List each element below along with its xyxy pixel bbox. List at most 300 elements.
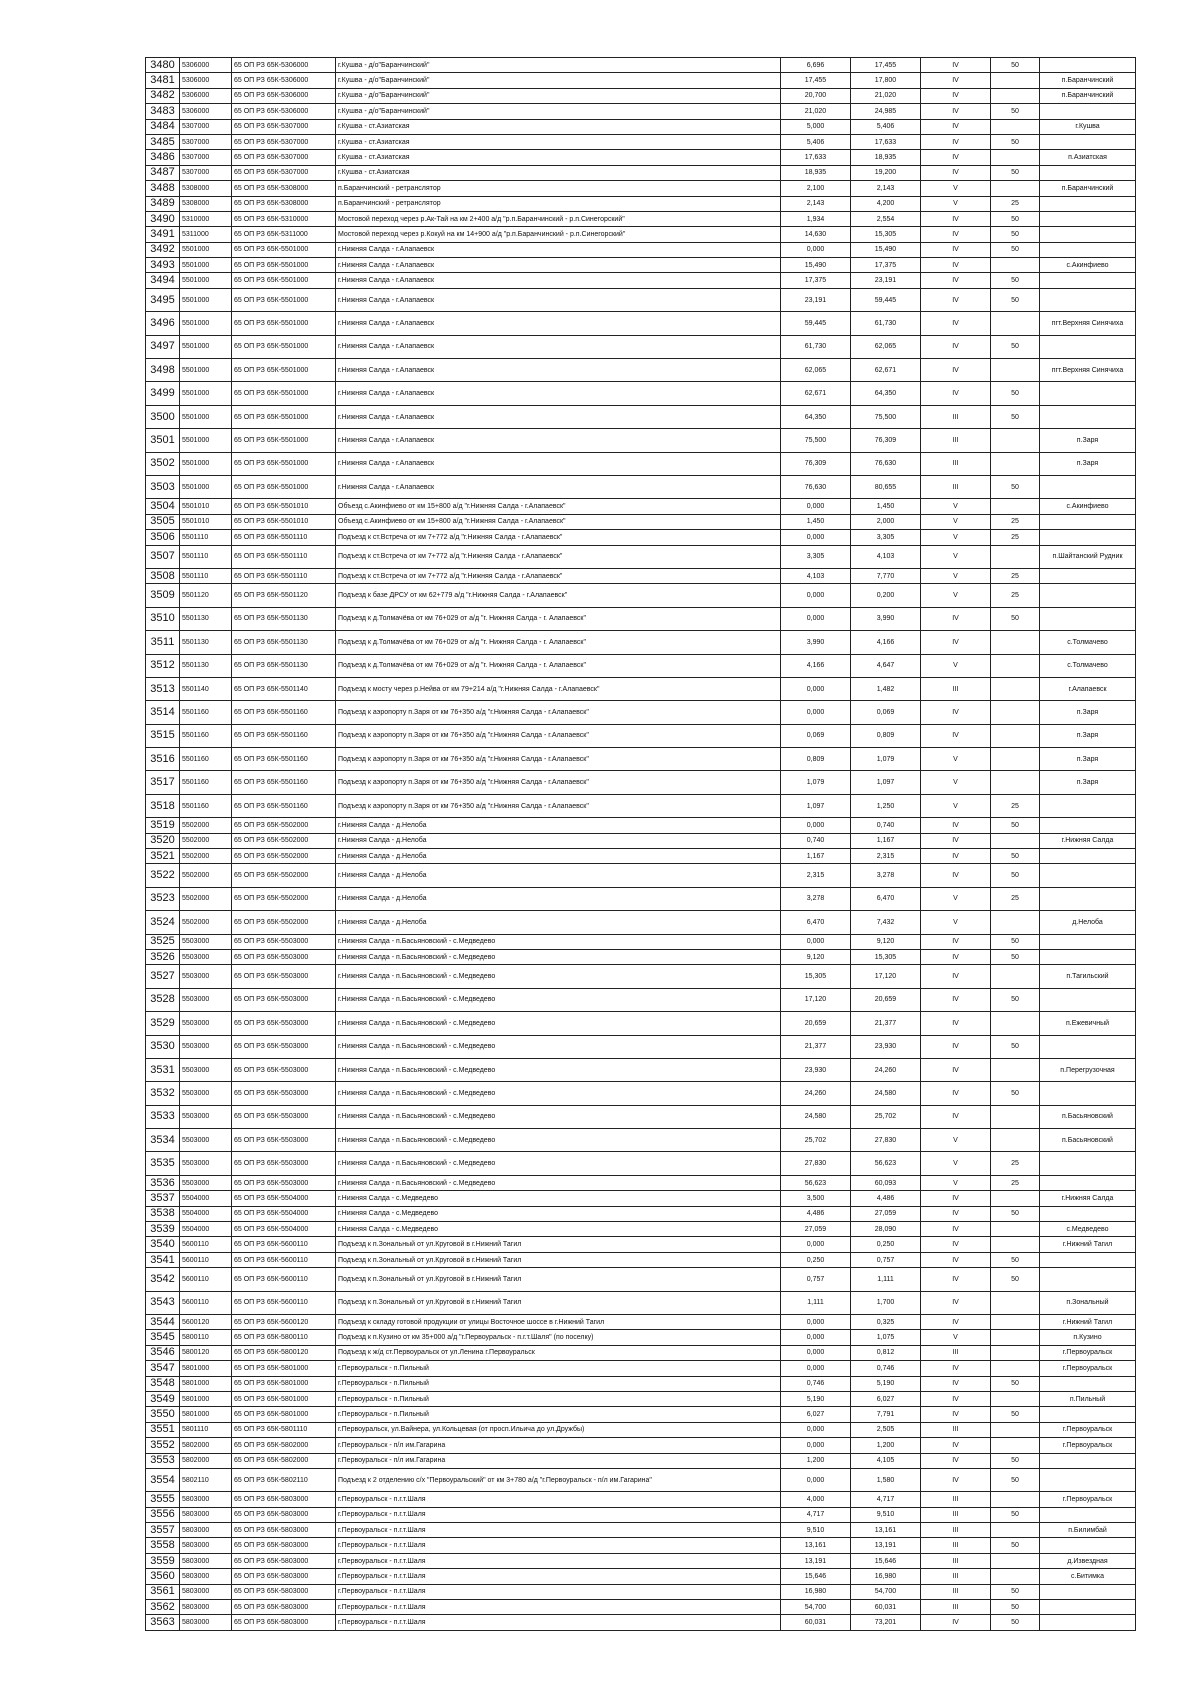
road-name-cell: г.Нижняя Салда - г.Алапаевск [336,452,781,475]
road-name-cell: г.Нижняя Салда - г.Алапаевск [336,273,781,288]
km-end-cell: 1,200 [851,1438,921,1453]
locality-cell: с.Толмачево [1040,631,1136,654]
category-cell: IV [921,165,991,180]
speed-limit-cell: 50 [991,104,1040,119]
row-number-cell: 3542 [146,1268,180,1291]
road-code-cell: 5503000 [180,988,232,1011]
km-end-cell: 17,120 [851,965,921,988]
locality-cell: п.Басьяновский [1040,1105,1136,1128]
road-code-cell: 5501000 [180,382,232,405]
road-code-cell: 5802000 [180,1438,232,1453]
road-code-cell: 5803000 [180,1553,232,1568]
road-id-cell: 65 ОП РЗ 65К-5306000 [232,104,336,119]
row-number-cell: 3517 [146,771,180,794]
table-body [146,58,1136,1631]
km-end-cell: 25,702 [851,1105,921,1128]
km-start-cell: 0,000 [781,530,851,545]
road-name-cell: Подъезд к ст.Встреча от км 7+772 а/д "г.Нижняя Салда - г.Алапаевск" [336,545,781,568]
row-number-cell: 3500 [146,405,180,428]
km-start-cell: 0,000 [781,1438,851,1453]
road-code-cell: 5501000 [180,273,232,288]
speed-limit-cell [991,701,1040,724]
category-cell: IV [921,1035,991,1058]
road-code-cell: 5504000 [180,1222,232,1237]
table-row [146,654,1136,677]
locality-cell: п.Пильный [1040,1391,1136,1406]
row-number-cell: 3503 [146,475,180,498]
speed-limit-cell: 50 [991,58,1040,73]
road-name-cell: Подъезд к базе ДРСУ от км 62+779 а/д "г.Нижняя Салда - г.Алапаевск" [336,584,781,607]
road-name-cell: г.Нижняя Салда - п.Басьяновский - с.Медведево [336,965,781,988]
km-start-cell: 4,717 [781,1507,851,1522]
locality-cell: п.Зональный [1040,1291,1136,1314]
km-start-cell: 0,000 [781,584,851,607]
road-code-cell: 5600110 [180,1237,232,1252]
road-code-cell: 5503000 [180,1012,232,1035]
table-row [146,1012,1136,1035]
row-number-cell: 3555 [146,1492,180,1507]
km-start-cell: 6,696 [781,58,851,73]
table-row [146,530,1136,545]
row-number-cell: 3532 [146,1082,180,1105]
category-cell: V [921,748,991,771]
road-name-cell: г.Первоуральск - п.Пильный [336,1376,781,1391]
speed-limit-cell: 50 [991,1252,1040,1267]
km-end-cell: 19,200 [851,165,921,180]
category-cell: III [921,1584,991,1599]
speed-limit-cell: 50 [991,1407,1040,1422]
row-number-cell: 3493 [146,258,180,273]
road-name-cell: г.Нижняя Салда - с.Медведево [336,1206,781,1221]
row-number-cell: 3509 [146,584,180,607]
km-end-cell: 15,305 [851,227,921,242]
row-number-cell: 3530 [146,1035,180,1058]
speed-limit-cell: 50 [991,1507,1040,1522]
road-code-cell: 5501130 [180,607,232,630]
row-number-cell: 3501 [146,429,180,452]
road-code-cell: 5504000 [180,1206,232,1221]
category-cell: III [921,1523,991,1538]
category-cell: III [921,677,991,700]
km-end-cell: 2,505 [851,1422,921,1437]
speed-limit-cell [991,965,1040,988]
speed-limit-cell: 50 [991,864,1040,887]
km-start-cell: 0,000 [781,701,851,724]
km-end-cell: 2,143 [851,181,921,196]
row-number-cell: 3537 [146,1191,180,1206]
table-row [146,335,1136,358]
row-number-cell: 3544 [146,1315,180,1330]
row-number-cell: 3557 [146,1523,180,1538]
road-name-cell: г.Первоуральск - п.г.т.Шаля [336,1492,781,1507]
road-code-cell: 5802000 [180,1453,232,1468]
category-cell: IV [921,988,991,1011]
locality-cell: г.Алапаевск [1040,677,1136,700]
table-row [146,150,1136,165]
road-code-cell: 5307000 [180,165,232,180]
km-start-cell: 0,000 [781,1330,851,1345]
km-start-cell: 61,730 [781,335,851,358]
km-end-cell: 1,075 [851,1330,921,1345]
category-cell: IV [921,1082,991,1105]
row-number-cell: 3491 [146,227,180,242]
road-name-cell: г.Нижняя Салда - г.Алапаевск [336,258,781,273]
category-cell: IV [921,1391,991,1406]
category-cell: IV [921,1453,991,1468]
km-end-cell: 4,166 [851,631,921,654]
locality-cell: п.Билимбай [1040,1523,1136,1538]
road-code-cell: 5501160 [180,748,232,771]
road-code-cell: 5600110 [180,1252,232,1267]
road-name-cell: Объезд с.Акинфиево от км 15+800 а/д "г.Нижняя Салда - г.Алапаевск" [336,514,781,529]
locality-cell: г.Нижняя Салда [1040,1191,1136,1206]
road-code-cell: 5801000 [180,1407,232,1422]
road-code-cell: 5501000 [180,405,232,428]
row-number-cell: 3562 [146,1600,180,1615]
row-number-cell: 3488 [146,181,180,196]
road-code-cell: 5503000 [180,1129,232,1152]
table-row [146,1453,1136,1468]
locality-cell: пгт.Верхняя Синячиха [1040,312,1136,335]
category-cell: V [921,181,991,196]
table-row [146,568,1136,583]
table-row [146,1315,1136,1330]
km-end-cell: 17,455 [851,58,921,73]
row-number-cell: 3540 [146,1237,180,1252]
road-name-cell: г.Первоуральск - п.г.т.Шаля [336,1600,781,1615]
km-start-cell: 59,445 [781,312,851,335]
road-id-cell: 65 ОП РЗ 65К-5803000 [232,1600,336,1615]
speed-limit-cell: 50 [991,1206,1040,1221]
row-number-cell: 3563 [146,1615,180,1630]
km-end-cell: 17,633 [851,134,921,149]
km-start-cell: 4,166 [781,654,851,677]
road-code-cell: 5306000 [180,104,232,119]
road-code-cell: 5503000 [180,1105,232,1128]
speed-limit-cell: 50 [991,607,1040,630]
table-row [146,1569,1136,1584]
km-end-cell: 3,305 [851,530,921,545]
road-id-cell: 65 ОП РЗ 65К-5501000 [232,359,336,382]
category-cell: IV [921,1222,991,1237]
road-id-cell: 65 ОП РЗ 65К-5501000 [232,405,336,428]
category-cell: IV [921,382,991,405]
speed-limit-cell [991,1058,1040,1081]
road-name-cell: г.Нижняя Салда - г.Алапаевск [336,359,781,382]
locality-cell [1040,794,1136,817]
speed-limit-cell [991,1012,1040,1035]
category-cell: III [921,429,991,452]
speed-limit-cell [991,1422,1040,1437]
road-code-cell: 5803000 [180,1538,232,1553]
row-number-cell: 3539 [146,1222,180,1237]
locality-cell [1040,382,1136,405]
category-cell: IV [921,1468,991,1491]
row-number-cell: 3480 [146,58,180,73]
km-end-cell: 2,315 [851,849,921,864]
road-id-cell: 65 ОП РЗ 65К-5503000 [232,1175,336,1190]
category-cell: III [921,452,991,475]
roads-table [145,57,1136,1631]
speed-limit-cell: 50 [991,1600,1040,1615]
table-row [146,1361,1136,1376]
locality-cell [1040,1584,1136,1599]
category-cell: IV [921,833,991,848]
speed-limit-cell [991,1361,1040,1376]
km-end-cell: 16,980 [851,1569,921,1584]
row-number-cell: 3495 [146,288,180,311]
road-name-cell: п.Баранчинский - ретранслятор [336,196,781,211]
locality-cell [1040,405,1136,428]
category-cell: V [921,499,991,514]
road-id-cell: 65 ОП РЗ 65К-5801000 [232,1391,336,1406]
km-start-cell: 3,305 [781,545,851,568]
table-row [146,887,1136,910]
table-row [146,104,1136,119]
km-end-cell: 3,990 [851,607,921,630]
road-id-cell: 65 ОП РЗ 65К-5501130 [232,631,336,654]
road-name-cell: г.Кушва - ст.Азиатская [336,165,781,180]
category-cell: V [921,568,991,583]
locality-cell [1040,864,1136,887]
row-number-cell: 3507 [146,545,180,568]
table-row [146,119,1136,134]
locality-cell [1040,288,1136,311]
road-name-cell: г.Первоуральск - п.г.т.Шаля [336,1615,781,1630]
road-id-cell: 65 ОП РЗ 65К-5503000 [232,934,336,949]
table-row [146,1129,1136,1152]
category-cell: IV [921,1361,991,1376]
row-number-cell: 3545 [146,1330,180,1345]
km-end-cell: 23,191 [851,273,921,288]
road-id-cell: 65 ОП РЗ 65К-5501000 [232,475,336,498]
speed-limit-cell: 50 [991,849,1040,864]
row-number-cell: 3528 [146,988,180,1011]
table-row [146,1330,1136,1345]
category-cell: III [921,1538,991,1553]
locality-cell [1040,1252,1136,1267]
category-cell: IV [921,965,991,988]
table-row [146,196,1136,211]
speed-limit-cell [991,312,1040,335]
km-start-cell: 2,315 [781,864,851,887]
km-end-cell: 4,103 [851,545,921,568]
locality-cell: п.Кузино [1040,1330,1136,1345]
category-cell: III [921,1600,991,1615]
row-number-cell: 3485 [146,134,180,149]
speed-limit-cell: 50 [991,1538,1040,1553]
road-name-cell: п.Баранчинский - ретранслятор [336,181,781,196]
speed-limit-cell: 50 [991,273,1040,288]
road-id-cell: 65 ОП РЗ 65К-5501130 [232,607,336,630]
km-end-cell: 1,450 [851,499,921,514]
speed-limit-cell: 50 [991,1376,1040,1391]
road-code-cell: 5501000 [180,258,232,273]
locality-cell: г.Нижний Тагил [1040,1237,1136,1252]
km-end-cell: 2,554 [851,211,921,226]
km-start-cell: 15,305 [781,965,851,988]
km-end-cell: 4,647 [851,654,921,677]
km-end-cell: 60,031 [851,1600,921,1615]
locality-cell: п.Азиатская [1040,150,1136,165]
locality-cell: п.Шайтанский Рудник [1040,545,1136,568]
road-id-cell: 65 ОП РЗ 65К-5503000 [232,1152,336,1175]
speed-limit-cell: 50 [991,1453,1040,1468]
locality-cell: п.Заря [1040,771,1136,794]
road-name-cell: г.Нижняя Салда - с.Медведево [336,1191,781,1206]
table-row [146,405,1136,428]
table-row [146,1492,1136,1507]
speed-limit-cell [991,1391,1040,1406]
row-number-cell: 3498 [146,359,180,382]
locality-cell [1040,1468,1136,1491]
row-number-cell: 3521 [146,849,180,864]
road-name-cell: г.Нижняя Салда - г.Алапаевск [336,429,781,452]
road-code-cell: 5803000 [180,1523,232,1538]
km-start-cell: 56,623 [781,1175,851,1190]
road-code-cell: 5501000 [180,242,232,257]
road-name-cell: г.Первоуральск - п.Пильный [336,1391,781,1406]
speed-limit-cell [991,1523,1040,1538]
row-number-cell: 3543 [146,1291,180,1314]
km-start-cell: 76,630 [781,475,851,498]
road-name-cell: г.Первоуральск - п.Пильный [336,1407,781,1422]
row-number-cell: 3514 [146,701,180,724]
road-id-cell: 65 ОП РЗ 65К-5307000 [232,150,336,165]
speed-limit-cell: 50 [991,934,1040,949]
road-id-cell: 65 ОП РЗ 65К-5802110 [232,1468,336,1491]
table-row [146,273,1136,288]
km-end-cell: 13,161 [851,1523,921,1538]
table-row [146,1175,1136,1190]
km-start-cell: 9,510 [781,1523,851,1538]
km-end-cell: 0,809 [851,724,921,747]
category-cell: IV [921,724,991,747]
locality-cell: п.Заря [1040,724,1136,747]
locality-cell [1040,949,1136,964]
speed-limit-cell: 50 [991,1615,1040,1630]
road-id-cell: 65 ОП РЗ 65К-5501000 [232,335,336,358]
road-code-cell: 5501000 [180,475,232,498]
table-row [146,1391,1136,1406]
km-start-cell: 3,990 [781,631,851,654]
road-id-cell: 65 ОП РЗ 65К-5501160 [232,748,336,771]
locality-cell [1040,134,1136,149]
km-start-cell: 3,500 [781,1191,851,1206]
road-code-cell: 5501000 [180,312,232,335]
speed-limit-cell [991,1553,1040,1568]
category-cell: IV [921,211,991,226]
road-name-cell: г.Нижняя Салда - г.Алапаевск [336,405,781,428]
road-code-cell: 5307000 [180,134,232,149]
table-row [146,1345,1136,1360]
km-start-cell: 5,406 [781,134,851,149]
km-end-cell: 24,985 [851,104,921,119]
road-code-cell: 5502000 [180,864,232,887]
locality-cell [1040,607,1136,630]
road-id-cell: 65 ОП РЗ 65К-5502000 [232,864,336,887]
km-end-cell: 2,000 [851,514,921,529]
km-start-cell: 1,079 [781,771,851,794]
road-code-cell: 5307000 [180,119,232,134]
speed-limit-cell [991,1315,1040,1330]
road-name-cell: г.Кушва - д/о"Баранчинский" [336,58,781,73]
km-start-cell: 24,580 [781,1105,851,1128]
road-id-cell: 65 ОП РЗ 65К-5501120 [232,584,336,607]
locality-cell: п.Баранчинский [1040,181,1136,196]
table-row [146,988,1136,1011]
km-start-cell: 0,000 [781,242,851,257]
speed-limit-cell: 25 [991,568,1040,583]
speed-limit-cell: 25 [991,794,1040,817]
locality-cell [1040,988,1136,1011]
road-id-cell: 65 ОП РЗ 65К-5600110 [232,1268,336,1291]
table-row [146,1252,1136,1267]
km-end-cell: 76,309 [851,429,921,452]
road-name-cell: Подъезд к аэропорту п.Заря от км 76+350 а/д "г.Нижняя Салда - г.Алапаевск" [336,794,781,817]
km-start-cell: 1,450 [781,514,851,529]
table-row [146,1058,1136,1081]
speed-limit-cell [991,1330,1040,1345]
road-name-cell: г.Первоуральск, ул.Вайнера, ул.Кольцевая (от просп.Ильича до ул.Дружбы) [336,1422,781,1437]
category-cell: V [921,887,991,910]
road-id-cell: 65 ОП РЗ 65К-5801000 [232,1361,336,1376]
road-name-cell: г.Нижняя Салда - д.Нелоба [336,833,781,848]
road-code-cell: 5306000 [180,88,232,103]
road-id-cell: 65 ОП РЗ 65К-5800120 [232,1345,336,1360]
road-code-cell: 5501000 [180,359,232,382]
road-id-cell: 65 ОП РЗ 65К-5306000 [232,88,336,103]
road-id-cell: 65 ОП РЗ 65К-5502000 [232,833,336,848]
km-start-cell: 1,167 [781,849,851,864]
km-end-cell: 0,250 [851,1237,921,1252]
locality-cell [1040,1615,1136,1630]
road-name-cell: Подъезд к аэропорту п.Заря от км 76+350 а/д "г.Нижняя Салда - г.Алапаевск" [336,748,781,771]
row-number-cell: 3511 [146,631,180,654]
table-row [146,88,1136,103]
road-name-cell: г.Нижняя Салда - г.Алапаевск [336,288,781,311]
locality-cell [1040,1453,1136,1468]
locality-cell [1040,1407,1136,1422]
speed-limit-cell: 25 [991,530,1040,545]
road-id-cell: 65 ОП РЗ 65К-5501110 [232,530,336,545]
row-number-cell: 3551 [146,1422,180,1437]
km-start-cell: 1,097 [781,794,851,817]
road-name-cell: г.Первоуральск - п.г.т.Шаля [336,1523,781,1538]
km-start-cell: 23,191 [781,288,851,311]
category-cell: IV [921,1615,991,1630]
km-end-cell: 24,580 [851,1082,921,1105]
road-code-cell: 5501130 [180,654,232,677]
km-start-cell: 0,000 [781,499,851,514]
locality-cell: г.Первоуральск [1040,1345,1136,1360]
road-id-cell: 65 ОП РЗ 65К-5307000 [232,165,336,180]
locality-cell [1040,1082,1136,1105]
locality-cell: п.Перегрузочная [1040,1058,1136,1081]
road-code-cell: 5801110 [180,1422,232,1437]
row-number-cell: 3510 [146,607,180,630]
km-start-cell: 2,143 [781,196,851,211]
road-code-cell: 5306000 [180,73,232,88]
row-number-cell: 3538 [146,1206,180,1221]
road-name-cell: г.Нижняя Салда - п.Басьяновский - с.Медведево [336,1152,781,1175]
row-number-cell: 3516 [146,748,180,771]
table-row [146,475,1136,498]
row-number-cell: 3489 [146,196,180,211]
road-code-cell: 5502000 [180,887,232,910]
road-name-cell: Подъезд к ст.Встреча от км 7+772 а/д "г.Нижняя Салда - г.Алапаевск" [336,568,781,583]
table-row [146,429,1136,452]
